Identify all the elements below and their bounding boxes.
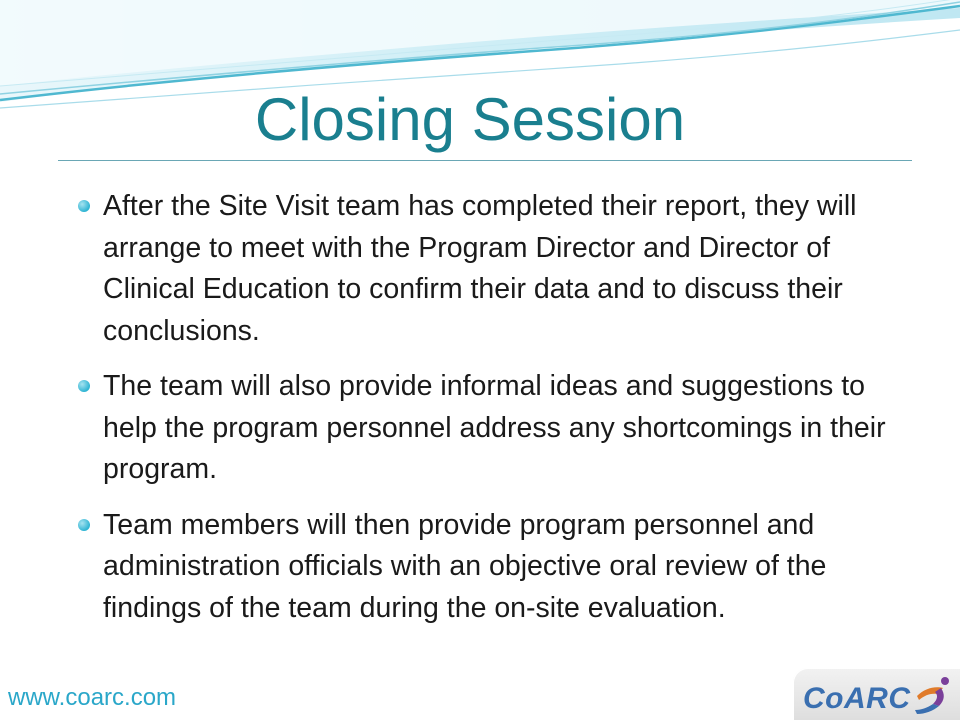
- bullet-dot-icon: [78, 519, 90, 531]
- bullet-item: [74, 366, 904, 491]
- bullet-item: [74, 505, 904, 630]
- bullet-dot-icon: [78, 200, 90, 212]
- bullet-text: Team members will then provide program personnel and administration officials with an objective oral review of the findings of the team during the on-site evaluation.: [103, 508, 827, 624]
- bullet-dot-icon: [78, 380, 90, 392]
- coarc-logo: [793, 668, 960, 720]
- title-divider: [58, 160, 912, 161]
- footer-url: www.coarc.com: [8, 684, 177, 711]
- bullet-list: [74, 186, 904, 643]
- bullet-text: After the Site Visit team has completed their report, they will arrange to meet with the Program Director and Director of Clinical Education to confirm their data and to discuss their conclusions.: [103, 190, 857, 347]
- bullet-item: [74, 186, 904, 352]
- runner-figure-icon: [911, 674, 957, 716]
- bullet-text: The team will also provide informal ideas and suggestions to help the program personnel address any shortcomings in their program.: [103, 370, 886, 485]
- slide-title: Closing Session: [254, 86, 686, 153]
- logo-text: CoARC: [803, 682, 911, 715]
